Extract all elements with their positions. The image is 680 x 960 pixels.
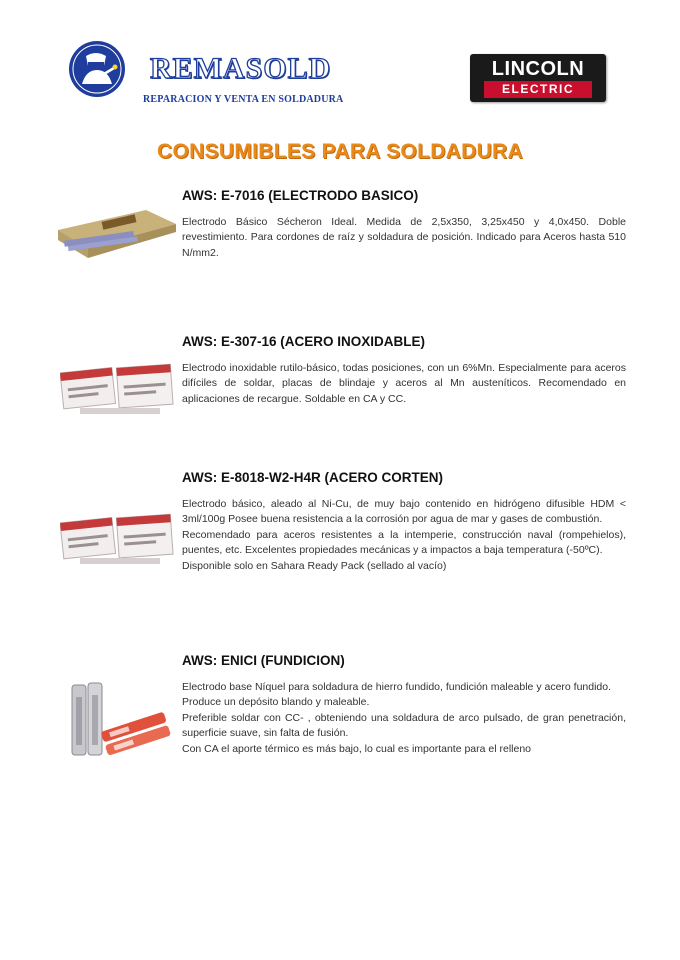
lincoln-electric-logo: [470, 54, 606, 102]
header: [0, 0, 680, 120]
page-title: CONSUMIBLES PARA SOLDADURA: [157, 140, 523, 163]
electrode-box-image-icon: [58, 210, 176, 258]
description-paragraph: Disponible solo en Sahara Ready Pack (sellado al vacío): [182, 559, 447, 572]
lincoln-logo-bottom: ELECTRIC: [484, 81, 592, 98]
description-paragraph: Recomendado para aceros resistentes a la intemperie, construcción naval (rompehielos), puentes, etc. Excelentes propiedades mecánicas y a impactos a baja temperatura (-50ºC).: [182, 528, 626, 557]
product-title: AWS: ENICI (FUNDICION): [182, 653, 345, 668]
product-description: [182, 361, 626, 407]
product-title: AWS: E-7016 (ELECTRODO BASICO): [182, 188, 419, 203]
welder-logo-icon: [68, 40, 126, 98]
product-description: [182, 215, 626, 261]
product-description: [182, 680, 626, 757]
brand-tagline: REPARACION Y VENTA EN SOLDADURA: [143, 94, 344, 105]
description-paragraph: Produce un depósito blando y maleable.: [182, 696, 370, 709]
electrode-pack-image-icon: [60, 510, 176, 570]
brand-name: REMASOLD: [150, 52, 332, 85]
product-title: AWS: E-8018-W2-H4R (ACERO CORTEN): [182, 470, 444, 485]
product-description: [182, 497, 626, 574]
description-paragraph: Electrodo base Níquel para soldadura de hierro fundido, fundición maleable y acero fundido.: [182, 681, 612, 693]
product-title: AWS: E-307-16 (ACERO INOXIDABLE): [182, 334, 426, 349]
lincoln-logo-top: LINCOLN: [491, 58, 585, 80]
description-paragraph: Electrodo Básico Sécheron Ideal. Medida de 2,5x350, 3,25x450 y 4,0x450. Doble revestimiento. Para cordones de raíz y soldadura de posición. Indicado para Aceros hasta 510 N/mm2.: [182, 216, 626, 259]
description-paragraph: Con CA el aporte térmico es más bajo, lo cual es importante para el relleno: [182, 742, 532, 755]
electrode-tubes-image-icon: [66, 681, 176, 761]
description-paragraph: Electrodo inoxidable rutilo-básico, todas posiciones, con un 6%Mn. Especialmente para aceros difíciles de soldar, placas de blindaje y aceros al Mn austeníticos. Recomendado en aplicaciones de recargue. Soldable en CA y CC.: [182, 362, 626, 405]
description-paragraph: Preferible soldar con CC- , obteniendo una soldadura de arco pulsado, de gran penetración, superficie suave, sin falta de fusión.: [182, 711, 626, 740]
electrode-pack-image-icon: [60, 360, 176, 420]
description-paragraph: Electrodo básico, aleado al Ni-Cu, de muy bajo contenido en hidrógeno difusible HDM < 3ml/100g Posee buena resistencia a la corrosión por agua de mar y gases de combustión.: [182, 498, 626, 526]
